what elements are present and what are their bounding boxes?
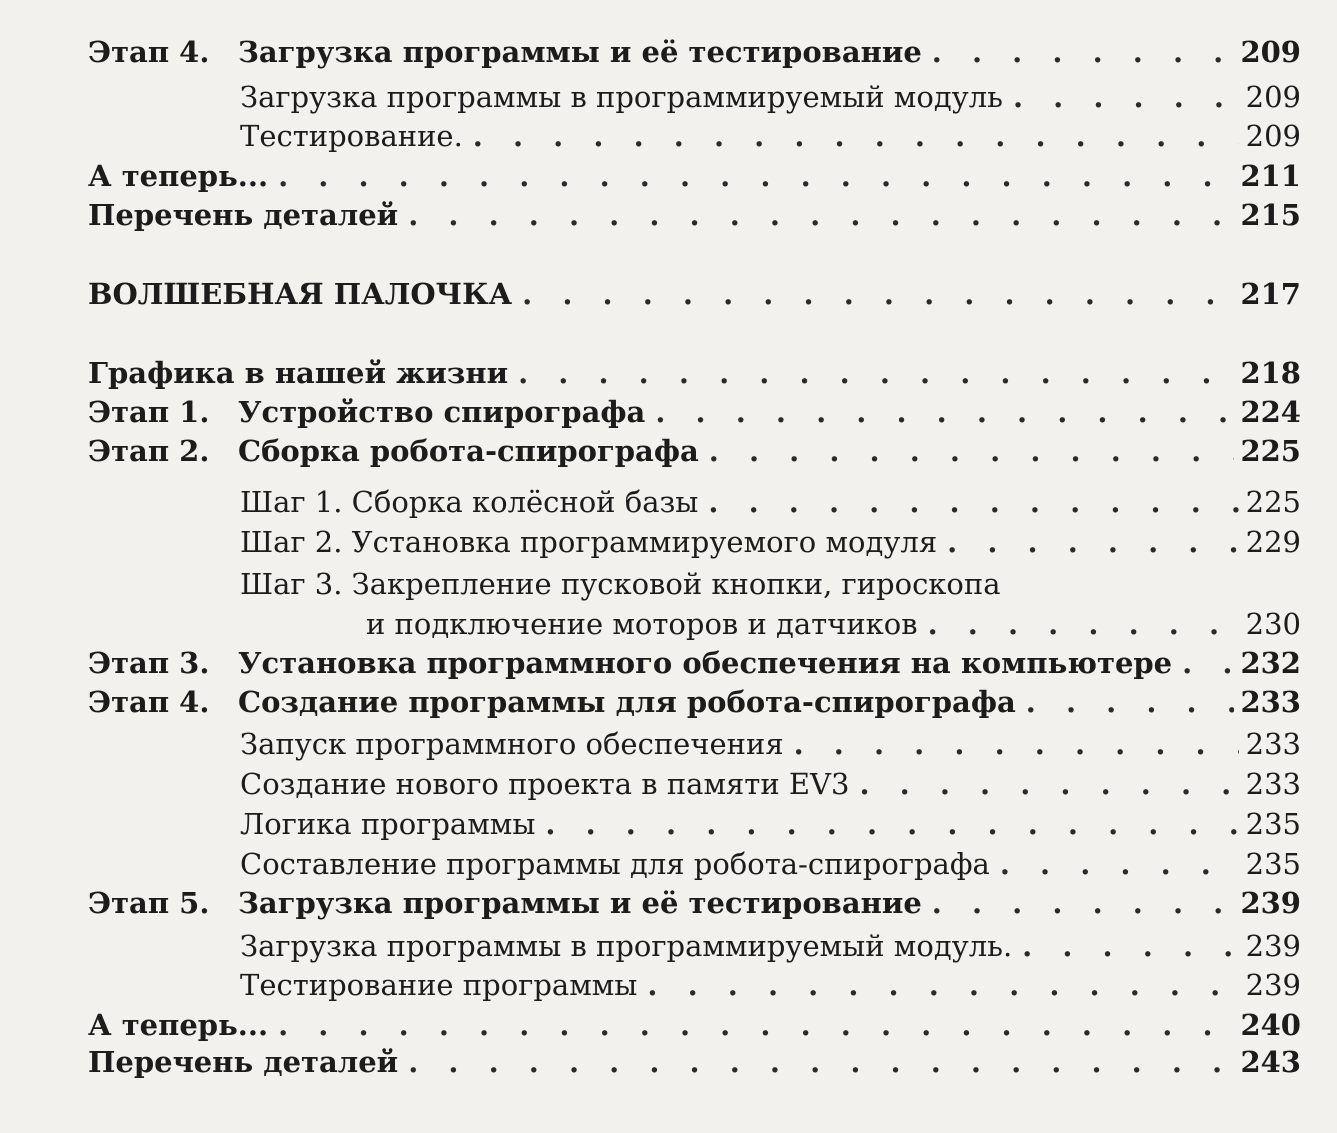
toc-stage-label: Этап 1. <box>88 395 210 429</box>
toc-entry-title: Сборка робота-спирографа <box>238 434 699 468</box>
toc-stage-label: Этап 3. <box>88 646 210 680</box>
toc-leader-dots <box>859 766 1239 802</box>
toc-page-number: 233 <box>1240 685 1301 719</box>
toc-entry <box>240 484 1301 520</box>
toc-leader-dots <box>278 158 1234 194</box>
toc-leader-dots <box>522 276 1234 312</box>
toc-leader-dots <box>473 118 1239 154</box>
toc-page-number: 211 <box>1240 159 1301 193</box>
toc-page-number: 239 <box>1245 968 1301 1002</box>
toc-entry-title: Создание программы для робота-спирографа <box>238 685 1016 719</box>
toc-entry <box>240 846 1301 882</box>
toc-page-number: 224 <box>1240 395 1301 429</box>
toc-leader-dots <box>947 524 1239 560</box>
toc-leader-dots <box>545 806 1239 842</box>
toc-page-number: 229 <box>1245 525 1301 559</box>
toc-page-number: 240 <box>1240 1008 1301 1042</box>
toc-entry <box>88 684 1301 720</box>
toc-entry-title: Создание нового проекта в памяти EV3 <box>240 767 850 801</box>
toc-leader-dots <box>1000 846 1239 882</box>
toc-entry-title: Загрузка программы в программируемый модуль <box>240 80 1003 114</box>
toc-entry <box>240 928 1301 964</box>
toc-entry <box>88 1044 1301 1080</box>
toc-entry-title: и подключение моторов и датчиков <box>366 607 918 641</box>
toc-page-number: 239 <box>1240 886 1301 920</box>
toc-entry <box>88 885 1301 921</box>
toc-entry-title: Перечень деталей <box>88 198 399 232</box>
toc-entry-title: Составление программы для робота-спирографа <box>240 847 990 881</box>
toc-entry-title: ВОЛШЕБНАЯ ПАЛОЧКА <box>88 277 513 311</box>
toc-page-number: 217 <box>1240 277 1301 311</box>
toc-entry-first-line: Шаг 3. Закрепление пусковой кнопки, гироскопа <box>240 567 1001 601</box>
toc-entry <box>240 766 1301 802</box>
toc-page-number: 209 <box>1240 35 1301 69</box>
toc-entry-title: Устройство спирографа <box>238 395 646 429</box>
toc-entry-title: Шаг 2. Установка программируемого модуля <box>240 525 938 559</box>
toc-leader-dots <box>708 484 1239 520</box>
toc-entry <box>88 394 1301 430</box>
toc-entry-title: Шаг 1. Сборка колёсной базы <box>240 485 699 519</box>
toc-leader-dots <box>932 885 1235 921</box>
toc-leader-dots <box>518 355 1234 391</box>
toc-entry <box>240 726 1301 762</box>
toc-page-number: 209 <box>1245 80 1301 114</box>
toc-entry-title: Графика в нашей жизни <box>88 356 509 390</box>
toc-page-number: 218 <box>1240 356 1301 390</box>
toc-leader-dots <box>1182 645 1234 681</box>
toc-entry-title: Тестирование программы <box>240 968 638 1002</box>
toc-page-number: 232 <box>1240 646 1301 680</box>
toc-leader-dots <box>1022 928 1239 964</box>
toc-leader-dots <box>1026 684 1235 720</box>
toc-page-number: 215 <box>1240 198 1301 232</box>
toc-leader-dots <box>647 967 1239 1003</box>
toc-leader-dots <box>932 34 1235 70</box>
toc-leader-dots <box>928 606 1239 642</box>
toc-leader-dots <box>1013 79 1239 115</box>
toc-entry <box>240 806 1301 842</box>
toc-leader-dots <box>709 433 1235 469</box>
toc-page-number: 209 <box>1245 119 1301 153</box>
toc-leader-dots <box>794 726 1239 762</box>
toc-entry-title: Тестирование. <box>240 119 463 153</box>
toc-entry-title: Загрузка программы и её тестирование <box>238 886 922 920</box>
toc-leader-dots <box>655 394 1234 430</box>
toc-entry <box>88 433 1301 469</box>
toc-entry <box>88 645 1301 681</box>
toc-leader-dots <box>278 1007 1234 1043</box>
toc-entry-title: А теперь... <box>88 159 269 193</box>
toc-entry-title: А теперь... <box>88 1008 269 1042</box>
toc-entry <box>88 1007 1301 1043</box>
toc-entry <box>88 355 1301 391</box>
toc-leader-dots <box>408 197 1234 233</box>
toc-page-number: 233 <box>1245 727 1301 761</box>
toc-stage-label: Этап 4. <box>88 35 210 69</box>
toc-section-heading <box>88 276 1301 312</box>
toc-entry <box>88 197 1301 233</box>
toc-entry-title: Перечень деталей <box>88 1045 399 1079</box>
toc-entry-title: Запуск программного обеспечения <box>240 727 784 761</box>
toc-entry-title: Логика программы <box>240 807 536 841</box>
toc-stage-label: Этап 5. <box>88 886 210 920</box>
toc-entry <box>240 967 1301 1003</box>
toc-entry <box>240 118 1301 154</box>
toc-entry-title: Загрузка программы в программируемый модуль. <box>240 929 1013 963</box>
toc-page-number: 233 <box>1245 767 1301 801</box>
toc-entry-title: Загрузка программы и её тестирование <box>238 35 922 69</box>
toc-page-number: 243 <box>1240 1045 1301 1079</box>
toc-page-number: 235 <box>1245 807 1301 841</box>
toc-entry <box>240 524 1301 560</box>
toc-entry <box>88 158 1301 194</box>
toc-entry-title: Установка программного обеспечения на компьютере <box>238 646 1173 680</box>
toc-page-number: 235 <box>1245 847 1301 881</box>
toc-entry <box>366 606 1301 642</box>
toc-page-number: 239 <box>1245 929 1301 963</box>
toc-entry <box>88 34 1301 70</box>
toc-entry <box>240 79 1301 115</box>
toc-page-number: 225 <box>1240 434 1301 468</box>
toc-stage-label: Этап 4. <box>88 685 210 719</box>
toc-stage-label: Этап 2. <box>88 434 210 468</box>
toc-leader-dots <box>408 1044 1234 1080</box>
toc-page-number: 225 <box>1245 485 1301 519</box>
toc-page-number: 230 <box>1245 607 1301 641</box>
